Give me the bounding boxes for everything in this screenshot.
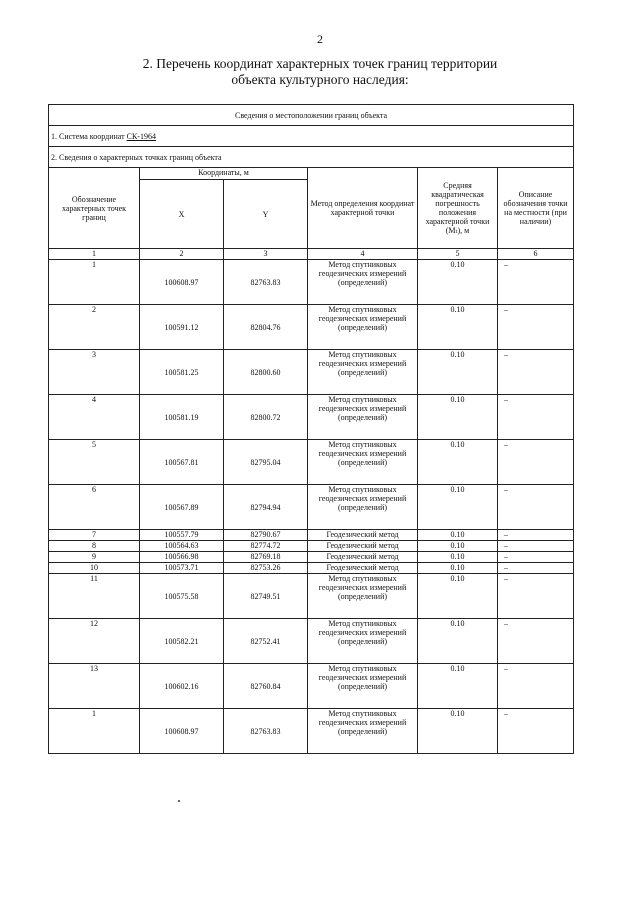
cell-method: Метод спутниковых геодезических измерений (определений) [308, 664, 418, 709]
cell-description: – [498, 552, 574, 563]
cell-description: – [498, 395, 574, 440]
cell-accuracy: 0.10 [418, 350, 498, 395]
cell-coord-x: 100575.58 [140, 574, 224, 619]
cell-method: Метод спутниковых геодезических измерений (определений) [308, 395, 418, 440]
column-number: 6 [498, 249, 574, 260]
header-accuracy: Средняя квадратическая погрешность положения характерной точки (Mₜ), м [418, 168, 498, 249]
cell-description: – [498, 574, 574, 619]
cell-description: – [498, 440, 574, 485]
cell-method: Геодезический метод [308, 530, 418, 541]
table-row [49, 563, 574, 574]
table-title: Сведения о местоположении границ объекта [49, 105, 574, 126]
cell-point-id: 11 [49, 574, 140, 619]
table-row [49, 485, 574, 530]
cell-coord-x: 100582.21 [140, 619, 224, 664]
cell-description: – [498, 664, 574, 709]
header-method: Метод определения координат характерной точки [308, 168, 418, 249]
cell-description: – [498, 485, 574, 530]
cell-accuracy: 0.10 [418, 563, 498, 574]
coordinate-system-label: 1. Система координат [51, 131, 127, 141]
header-coordinates: Координаты, м [140, 168, 308, 180]
cell-point-id: 6 [49, 485, 140, 530]
cell-method: Геодезический метод [308, 541, 418, 552]
table-row [49, 552, 574, 563]
cell-method: Метод спутниковых геодезических измерений (определений) [308, 485, 418, 530]
table-row [49, 350, 574, 395]
table-row [49, 574, 574, 619]
table-row [49, 664, 574, 709]
cell-accuracy: 0.10 [418, 485, 498, 530]
table-row [49, 709, 574, 754]
cell-coord-x: 100581.19 [140, 395, 224, 440]
coordinate-system-value: СК-1964 [126, 131, 156, 141]
cell-accuracy: 0.10 [418, 440, 498, 485]
column-number: 5 [418, 249, 498, 260]
header-y: Y [224, 180, 308, 249]
cell-coord-x: 100567.89 [140, 485, 224, 530]
cell-accuracy: 0.10 [418, 541, 498, 552]
heading-line-2: объекта культурного наследия: [231, 72, 409, 87]
cell-coord-x: 100573.71 [140, 563, 224, 574]
table-row [49, 541, 574, 552]
table-row [49, 305, 574, 350]
cell-coord-y: 82749.51 [224, 574, 308, 619]
cell-coord-y: 82769.18 [224, 552, 308, 563]
cell-accuracy: 0.10 [418, 530, 498, 541]
cell-description: – [498, 530, 574, 541]
header-x: X [140, 180, 224, 249]
cell-coord-y: 82774.72 [224, 541, 308, 552]
cell-coord-x: 100564.63 [140, 541, 224, 552]
page-number: 2 [317, 32, 323, 46]
table-row [49, 530, 574, 541]
cell-coord-x: 100581.25 [140, 350, 224, 395]
header-description: Описание обозначения точки на местности (при наличии) [498, 168, 574, 249]
cell-point-id: 1 [49, 709, 140, 754]
cell-accuracy: 0.10 [418, 305, 498, 350]
cell-coord-y: 82763.83 [224, 260, 308, 305]
cell-coord-y: 82763.83 [224, 709, 308, 754]
table-body [49, 260, 574, 754]
column-number: 1 [49, 249, 140, 260]
cell-point-id: 4 [49, 395, 140, 440]
cell-method: Геодезический метод [308, 563, 418, 574]
cell-accuracy: 0.10 [418, 619, 498, 664]
cell-coord-y: 82752.41 [224, 619, 308, 664]
cell-coord-x: 100566.98 [140, 552, 224, 563]
cell-method: Метод спутниковых геодезических измерений (определений) [308, 305, 418, 350]
cell-point-id: 3 [49, 350, 140, 395]
cell-point-id: 5 [49, 440, 140, 485]
cell-method: Метод спутниковых геодезических измерений (определений) [308, 440, 418, 485]
table-row [49, 440, 574, 485]
cell-coord-x: 100608.97 [140, 709, 224, 754]
cell-description: – [498, 350, 574, 395]
table-row [49, 619, 574, 664]
cell-point-id: 12 [49, 619, 140, 664]
column-number: 2 [140, 249, 224, 260]
cell-point-id: 13 [49, 664, 140, 709]
table-row [49, 260, 574, 305]
cell-coord-x: 100567.81 [140, 440, 224, 485]
cell-coord-x: 100602.16 [140, 664, 224, 709]
cell-method: Метод спутниковых геодезических измерений (определений) [308, 574, 418, 619]
cell-description: – [498, 563, 574, 574]
cell-point-id: 9 [49, 552, 140, 563]
cell-description: – [498, 619, 574, 664]
cell-method: Метод спутниковых геодезических измерений (определений) [308, 619, 418, 664]
cell-coord-x: 100557.79 [140, 530, 224, 541]
cell-coord-x: 100591.12 [140, 305, 224, 350]
column-number: 3 [224, 249, 308, 260]
cell-accuracy: 0.10 [418, 260, 498, 305]
cell-point-id: 1 [49, 260, 140, 305]
cell-point-id: 2 [49, 305, 140, 350]
boundary-points-table [48, 104, 574, 754]
cell-method: Метод спутниковых геодезических измерений (определений) [308, 260, 418, 305]
cell-coord-y: 82804.76 [224, 305, 308, 350]
cell-coord-y: 82794.94 [224, 485, 308, 530]
cell-description: – [498, 305, 574, 350]
cell-coord-y: 82790.67 [224, 530, 308, 541]
cell-description: – [498, 541, 574, 552]
cell-coord-y: 82800.60 [224, 350, 308, 395]
cell-coord-x: 100608.97 [140, 260, 224, 305]
cell-method: Геодезический метод [308, 552, 418, 563]
cell-accuracy: 0.10 [418, 664, 498, 709]
cell-accuracy: 0.10 [418, 709, 498, 754]
cell-description: – [498, 709, 574, 754]
header-designation: Обозначение характерных точек границ [49, 168, 140, 249]
cell-coord-y: 82760.84 [224, 664, 308, 709]
page-heading [0, 56, 640, 88]
cell-accuracy: 0.10 [418, 395, 498, 440]
cell-method: Метод спутниковых геодезических измерений (определений) [308, 709, 418, 754]
cell-accuracy: 0.10 [418, 574, 498, 619]
points-section-label: 2. Сведения о характерных точках границ объекта [49, 147, 574, 168]
heading-line-1: 2. Перечень координат характерных точек границ территории [142, 56, 498, 71]
cell-point-id: 7 [49, 530, 140, 541]
table-row [49, 395, 574, 440]
cell-coord-y: 82753.26 [224, 563, 308, 574]
cell-method: Метод спутниковых геодезических измерений (определений) [308, 350, 418, 395]
cell-description: – [498, 260, 574, 305]
cell-point-id: 10 [49, 563, 140, 574]
coordinate-system-cell [49, 126, 574, 147]
cell-point-id: 8 [49, 541, 140, 552]
cell-coord-y: 82800.72 [224, 395, 308, 440]
scan-mark [178, 800, 180, 802]
cell-coord-y: 82795.04 [224, 440, 308, 485]
table-header [49, 105, 574, 260]
cell-accuracy: 0.10 [418, 552, 498, 563]
column-number: 4 [308, 249, 418, 260]
